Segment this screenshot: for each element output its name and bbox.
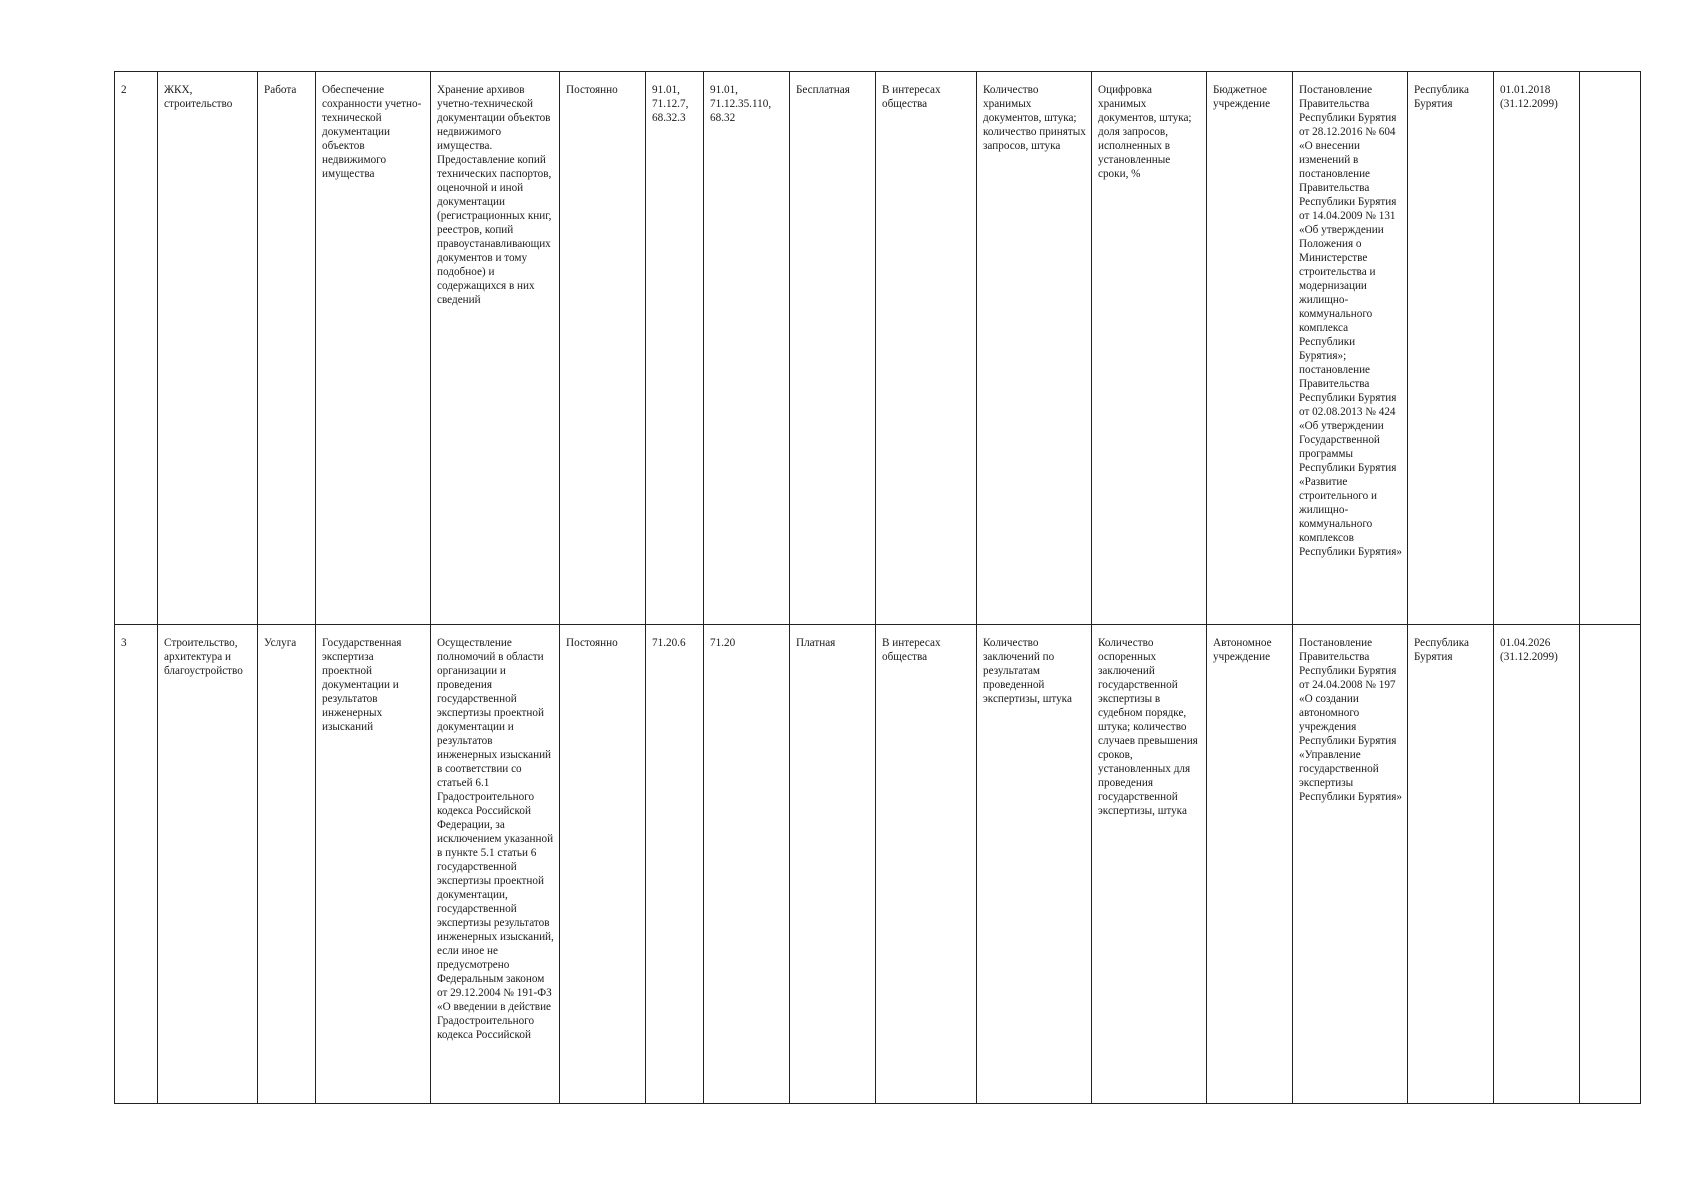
cell-okved: 91.01, 71.12.7, 68.32.3	[646, 72, 704, 625]
cell-service-name: Государственная экспертиза проектной документации и результатов инженерных изысканий	[316, 625, 431, 1104]
cell-institution-type: Автономное учреждение	[1207, 625, 1293, 1104]
cell-quality-indicator: Оцифровка хранимых документов, штука; доля запросов, исполненных в установленные сроки, %	[1092, 72, 1207, 625]
cell-row-number: 3	[115, 625, 158, 1104]
cell-okpd: 91.01, 71.12.35.110, 68.32	[704, 72, 790, 625]
cell-dates: 01.04.2026 (31.12.2099)	[1494, 625, 1580, 1104]
cell-legal-basis: Постановление Правительства Республики Бурятия от 28.12.2016 № 604 «О внесении изменений в постановление Правительства Республики Бурятия от 14.04.2009 № 131 «Об утверждении Положения о Министерстве строительства и модернизации жилищно-коммунального комплекса Республики Бурятия»; постановление Правительства Республики Бурятия от 02.08.2013 № 424 «Об утверждении Государственной программы Республики Бурятия «Развитие строительного и жилищно-коммунального комплексов Республики Бурятия»	[1293, 72, 1408, 625]
cell-institution-type: Бюджетное учреждение	[1207, 72, 1293, 625]
cell-content: Осуществление полномочий в области организации и проведения государственной экспертизы проектной документации и результатов инженерных изысканий в соответствии со статьей 6.1 Градостроительного кодекса Российской Федерации, за исключением указанной в пункте 5.1 статьи 6 государственной экспертизы проектной документации, государственной экспертизы результатов инженерных изысканий, если иное не предусмотрено Федеральным законом от 29.12.2004 № 191-ФЗ «О введении в действие Градостроительного кодекса Российской	[431, 625, 560, 1104]
cell-extra	[1580, 72, 1641, 625]
cell-activity-sphere: ЖКХ, строительство	[158, 72, 258, 625]
cell-condition: Постоянно	[560, 72, 646, 625]
cell-volume-indicator: Количество заключений по результатам проведенной экспертизы, штука	[977, 625, 1092, 1104]
cell-payment: Бесплатная	[790, 72, 876, 625]
cell-consumers: В интересах общества	[876, 72, 977, 625]
cell-kind: Услуга	[258, 625, 316, 1104]
cell-volume-indicator: Количество хранимых документов, штука; количество принятых запросов, штука	[977, 72, 1092, 625]
cell-condition: Постоянно	[560, 625, 646, 1104]
cell-payment: Платная	[790, 625, 876, 1104]
cell-service-name: Обеспечение сохранности учетно-технической документации объектов недвижимого имущества	[316, 72, 431, 625]
table-row	[115, 72, 1641, 625]
cell-extra	[1580, 625, 1641, 1104]
cell-legal-basis: Постановление Правительства Республики Бурятия от 24.04.2008 № 197 «О создании автономного учреждения Республики Бурятия «Управление государственной экспертизы Республики Бурятия»	[1293, 625, 1408, 1104]
cell-content: Хранение архивов учетно-технической документации объектов недвижимого имущества. Предоставление копий технических паспортов, оценочной и иной документации (регистрационных книг, реестров, копий правоустанавливающих документов и тому подобное) и содержащихся в них сведений	[431, 72, 560, 625]
cell-row-number: 2	[115, 72, 158, 625]
table-row	[115, 625, 1641, 1104]
cell-kind: Работа	[258, 72, 316, 625]
cell-okpd: 71.20	[704, 625, 790, 1104]
cell-subject: Республика Бурятия	[1408, 625, 1494, 1104]
cell-subject: Республика Бурятия	[1408, 72, 1494, 625]
cell-quality-indicator: Количество оспоренных заключений государственной экспертизы в судебном порядке, штука; количество случаев превышения сроков, установленных для проведения государственной экспертизы, штука	[1092, 625, 1207, 1104]
cell-dates: 01.01.2018 (31.12.2099)	[1494, 72, 1580, 625]
cell-okved: 71.20.6	[646, 625, 704, 1104]
cell-activity-sphere: Строительство, архитектура и благоустройство	[158, 625, 258, 1104]
registry-table	[114, 71, 1641, 1104]
registry-table-container	[114, 71, 1640, 1104]
cell-consumers: В интересах общества	[876, 625, 977, 1104]
